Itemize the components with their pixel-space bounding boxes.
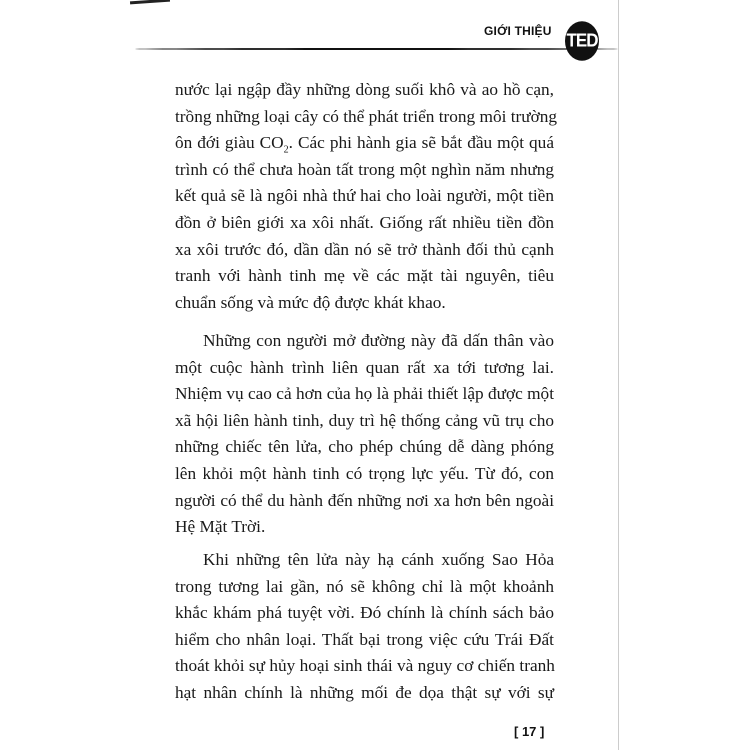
text-line: Nhiệm vụ cao cả hơn của họ là phải thiết lập được một (175, 384, 554, 404)
text-line: đồn ở biên giới xa xôi nhất. Giống rất nhiều tiền đồn (175, 212, 554, 232)
text-line: trình có thể chưa hoàn tất trong một nghìn năm nhưng (175, 159, 554, 179)
text-line: kết quả sẽ là ngôi nhà thứ hai cho loài người, một tiền (175, 186, 554, 206)
text-line: khắc khám phá tuyệt vời. Đó chính là chính sách bảo (175, 603, 554, 623)
text-line: một cuộc hành trình liên quan rất xa tới tương lai. (175, 357, 554, 377)
text-fragment: ôn đới giàu CO (175, 133, 284, 153)
page-edge (618, 0, 619, 750)
header-rule (135, 48, 618, 50)
text-line: thoát khỏi sự hủy hoại sinh thái và nguy cơ chiến tranh (175, 656, 555, 676)
paragraph-1 (175, 77, 558, 316)
text-line: hạt nhân chính là những mối đe dọa thật sự với sự (175, 682, 554, 702)
text-line: chuẩn sống và mức độ được khát khao. (175, 292, 446, 312)
text-line: Hệ Mặt Trời. (175, 517, 266, 537)
text-line: xã hội liên hành tinh, duy trì hệ thống cảng vũ trụ cho (175, 410, 554, 430)
text-line: hiểm cho nhân loại. Thất bại trong việc cứu Trái Đất (175, 629, 554, 649)
text-line: người có thể du hành đến những nơi xa hơn bên ngoài (175, 490, 554, 510)
decorative-curve (130, 0, 170, 4)
text-line: trồng những loại cây có thể phát triển trong môi trường (175, 106, 558, 126)
paragraph-2 (175, 328, 554, 541)
page-number: [ 17 ] (514, 724, 545, 739)
text-fragment: . Các phi hành gia sẽ bắt đầu một quá (288, 133, 554, 153)
text-line: trong tương lai gần, nó sẽ không chỉ là một khoảnh (175, 576, 554, 596)
text-line: Những con người mở đường này đã dấn thân vào (203, 331, 554, 350)
text-line: Khi những tên lửa này hạ cánh xuống Sao Hỏa (203, 550, 554, 569)
section-title: GIỚI THIỆU (484, 24, 552, 38)
subscript: 2 (283, 144, 289, 156)
text-line: tranh với hành tinh mẹ về các mặt tài nguyên, tiêu (175, 266, 554, 286)
text-line: lên khỏi một hành tinh có trọng lực yếu. Từ đó, con (175, 463, 554, 483)
text-line: nước lại ngập đầy những dòng suối khô và ao hồ cạn, (175, 80, 554, 99)
text-line (175, 130, 554, 157)
paragraph-3 (175, 547, 554, 707)
text-line: những chiếc tên lửa, cho phép chúng dễ dàng phóng (175, 437, 554, 457)
text-line: xa xôi trước đó, dần dần nó sẽ trở thành đối thủ cạnh (175, 239, 554, 259)
ted-logo: TED (565, 21, 599, 61)
